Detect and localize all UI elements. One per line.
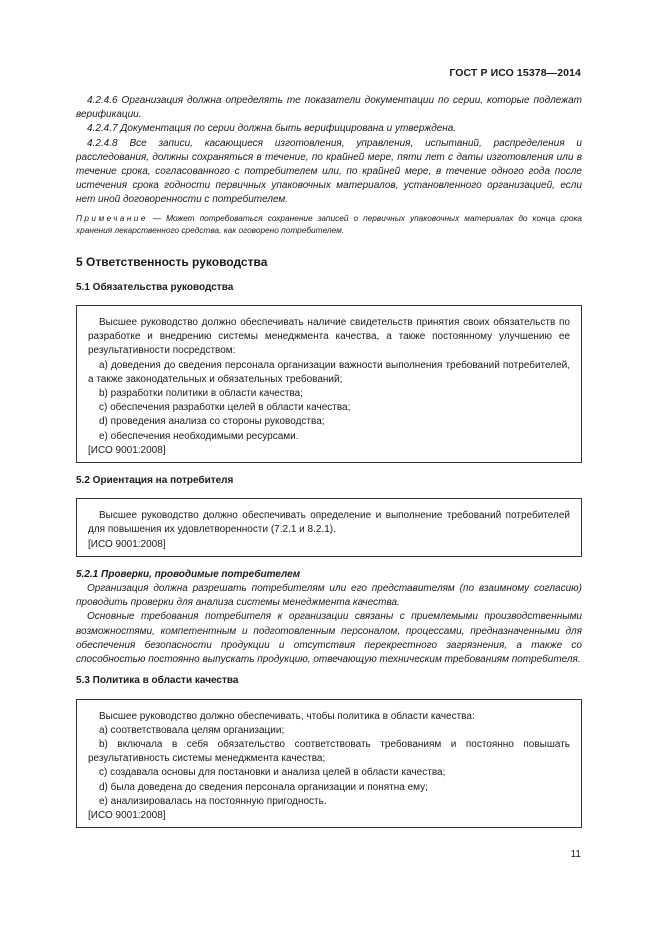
box-5-2-intro: Высшее руководство должно обеспечивать определение и выполнение требований потребителей для повышения их удовлетворенности (7.2.1 и 8.2.1). bbox=[88, 510, 570, 536]
paragraph-4-2-4-7: 4.2.4.7 Документация по серии должна быть верифицирована и утверждена. bbox=[87, 123, 457, 135]
list-item: a) доведения до сведения персонала организации важности выполнения требований потребителей, а также законодательных и обязательных требований; bbox=[88, 359, 570, 385]
list-item: c) обеспечения разработки целей в области качества; bbox=[99, 402, 351, 414]
note bbox=[76, 212, 582, 237]
box-5-3-intro: Высшее руководство должно обеспечивать, чтобы политика в области качества: bbox=[99, 710, 475, 722]
list-item: d) была доведена до сведения персонала организации и понятна ему; bbox=[99, 781, 428, 793]
standard-header: ГОСТ Р ИСО 15378—2014 bbox=[449, 67, 581, 79]
list-item: b) включала в себя обязательство соответствовать требованиям и постоянно повышать результативность системы менеджмента качества; bbox=[88, 738, 570, 765]
list-item: e) обеспечения необходимыми ресурсами. bbox=[99, 430, 299, 442]
paragraph-5-2-1-a: Организация должна разрешать потребителям или его представителям (по взаимному согласию) проводить проверки для анализа системы менеджмента качества. bbox=[76, 583, 582, 609]
page-number: 11 bbox=[570, 849, 581, 860]
paragraph-4-2-4-8: 4.2.4.8 Все записи, касающиеся изготовления, управления, испытаний, распределения и расследования, должны сохраняться в течение, по крайней мере, пяти лет с даты изготовления или в течение срока, согласованного с потребителем или, по крайней мере, в течение одного года после истечения срока годности первичных упаковочных материалов, установленного организацией, если нет иной договоренности с потребителем. bbox=[76, 137, 582, 206]
quote-box-5-2 bbox=[76, 498, 582, 557]
section-5-3-title: 5.3 Политика в области качества bbox=[76, 675, 239, 687]
list-item: e) анализировалась на постоянную пригодность. bbox=[99, 795, 327, 807]
quote-box-5-3 bbox=[76, 699, 582, 829]
iso-reference: [ИСО 9001:2008] bbox=[88, 809, 166, 821]
section-5-1-title: 5.1 Обязательства руководства bbox=[76, 281, 234, 293]
note-label: Примечание bbox=[76, 212, 148, 223]
paragraph-4-2-4-6: 4.2.4.6 Организация должна определять те показатели документации по серии, которые подлежат верификации. bbox=[76, 95, 582, 121]
list-item: c) создавала основы для постановки и анализа целей в области качества; bbox=[99, 767, 446, 779]
paragraph-5-2-1-b: Основные требования потребителя к организации связаны с приемлемыми производственными возможностями, компетентным и подготовленным персоналом, процессами, предназначенными для обеспечения безопасности продукции и отсутствия перекрестного загрязнения, а также со способностью постоянно выпускать продукцию, отвечающую техническим требованиям потребителя. bbox=[76, 611, 582, 666]
list-item: a) соответствовала целям организации; bbox=[99, 724, 285, 736]
box-5-1-intro: Высшее руководство должно обеспечивать наличие свидетельств принятия своих обязательств по разработке и внедрению системы менеджмента качества, а также постоянному улучшению ее результативности посредством: bbox=[88, 317, 570, 357]
iso-reference: [ИСО 9001:2008] bbox=[88, 444, 166, 456]
section-5-2-1-title: 5.2.1 Проверки, проводимые потребителем bbox=[76, 568, 301, 580]
list-item: b) разработки политики в области качества; bbox=[99, 388, 303, 400]
list-item: d) проведения анализа со стороны руководства; bbox=[99, 416, 325, 428]
iso-reference: [ИСО 9001:2008] bbox=[88, 538, 166, 550]
quote-box-5-1 bbox=[76, 305, 582, 463]
section-5-title: 5 Ответственность руководства bbox=[76, 254, 268, 269]
note-text: — Может потребоваться сохранение записей о первичных упаковочных материалах до конца срока хранения лекарственного средства, как оговорено потребителем. bbox=[76, 212, 582, 236]
page-content bbox=[76, 94, 582, 839]
section-5-2-title: 5.2 Ориентация на потребителя bbox=[76, 475, 234, 487]
